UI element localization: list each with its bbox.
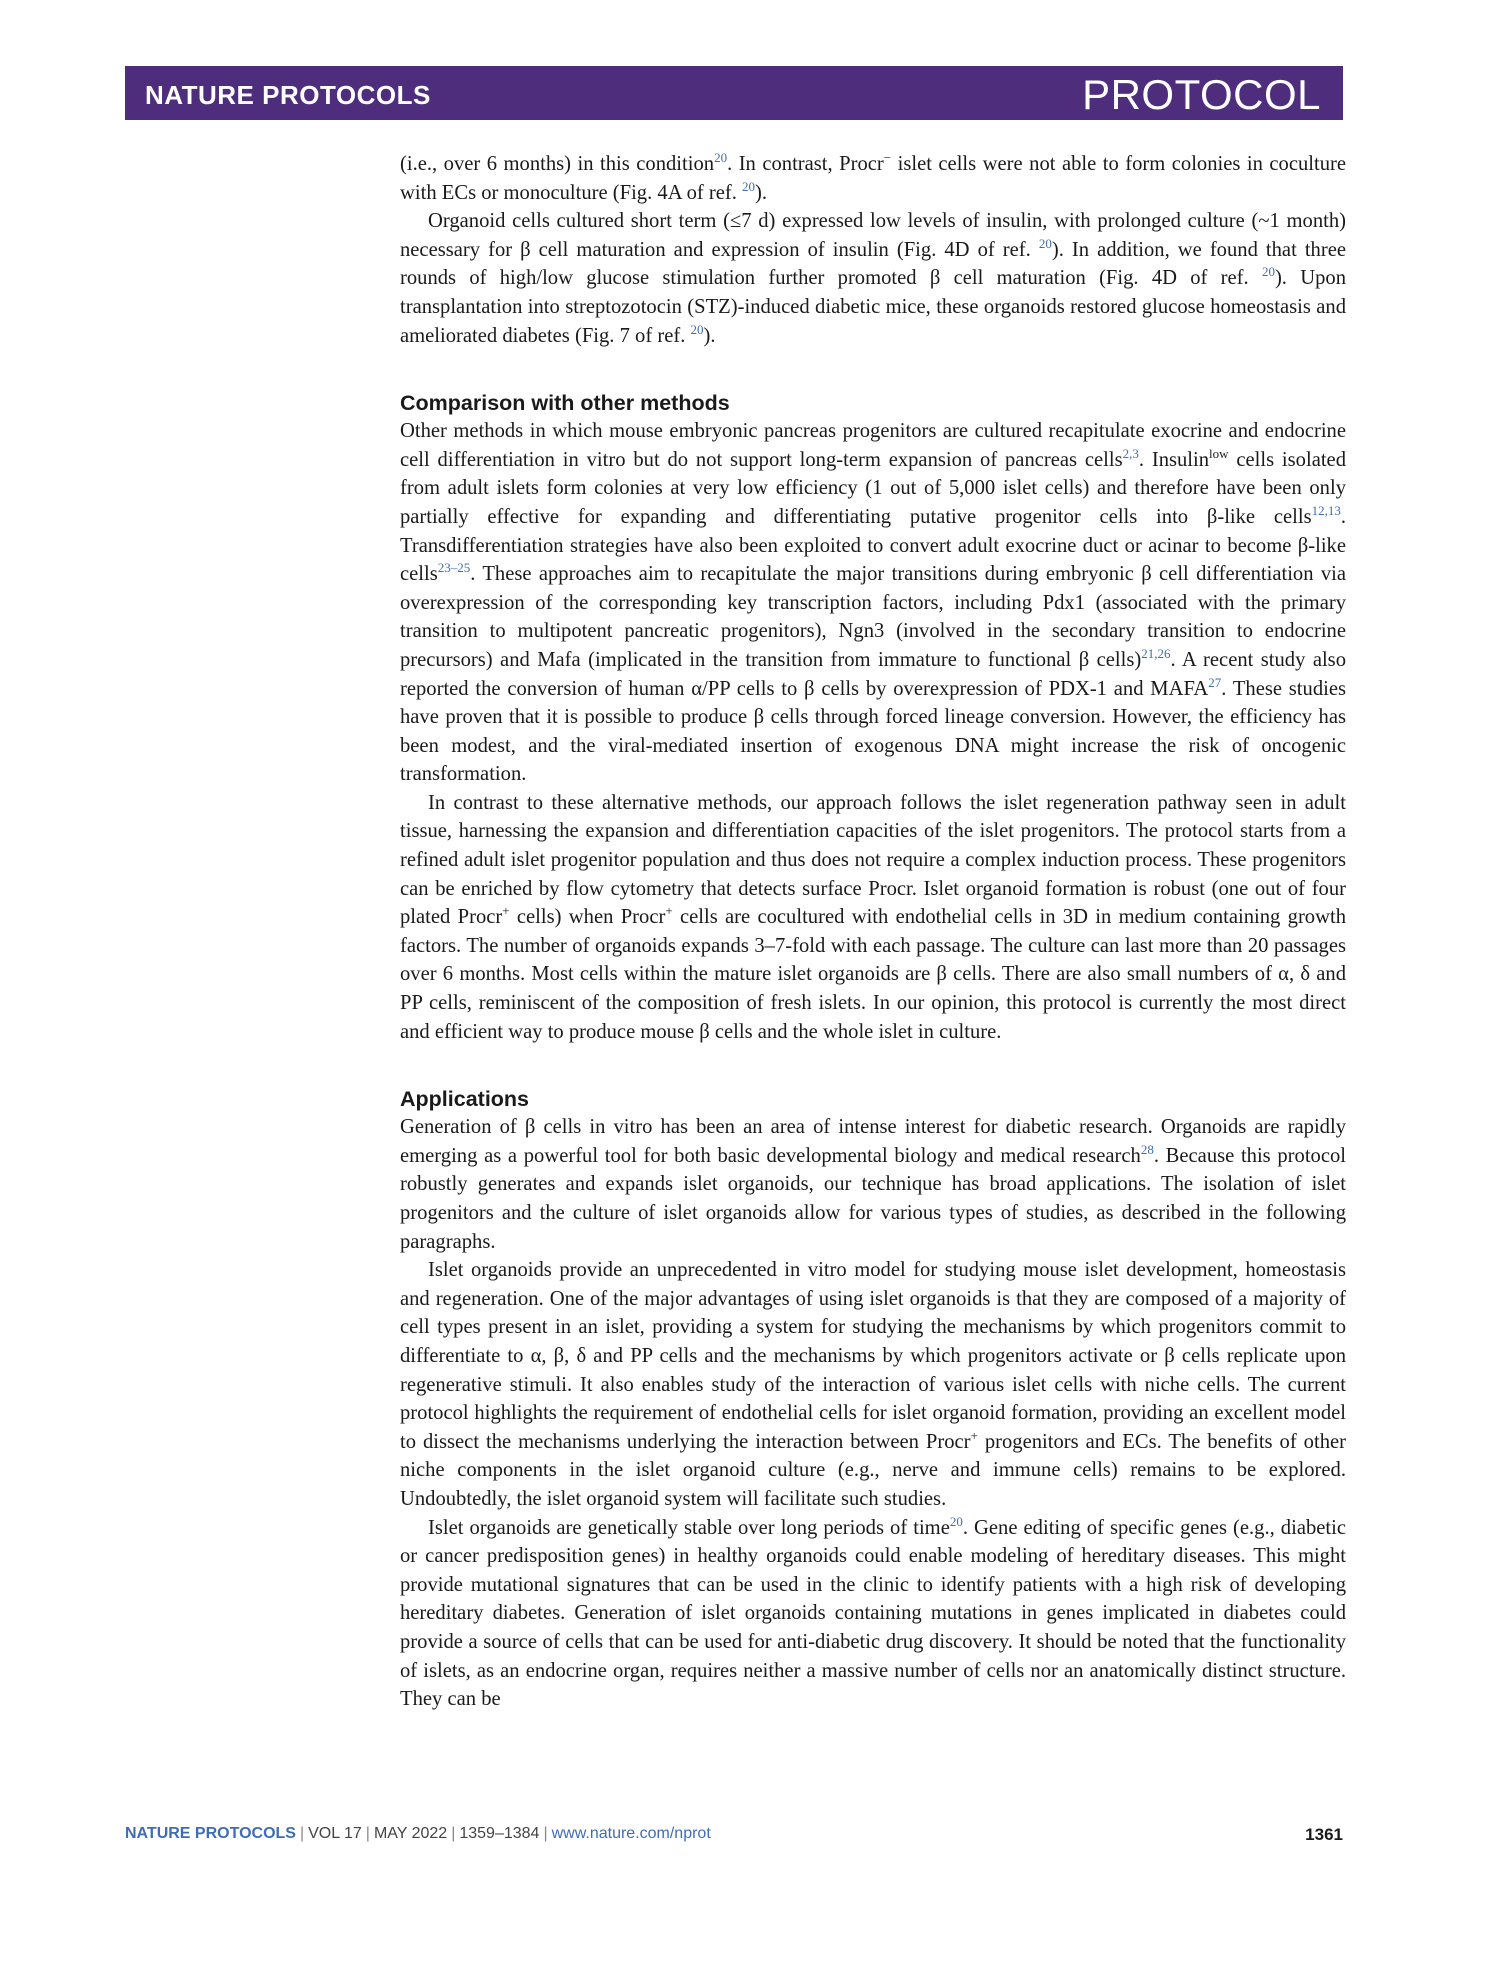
footer-date: MAY 2022 bbox=[373, 1825, 448, 1842]
citation-link[interactable]: 27 bbox=[1208, 674, 1222, 690]
citation-link[interactable]: 20 bbox=[714, 150, 728, 165]
footer-citation: NATURE PROTOCOLS | VOL 17 | MAY 2022 | 1359–1384 | www.nature.com/nprot bbox=[125, 1825, 711, 1842]
citation-link[interactable]: 12,13 bbox=[1311, 502, 1341, 518]
citation-link[interactable]: 20 bbox=[949, 1513, 963, 1529]
citation-link[interactable]: 20 bbox=[1261, 264, 1275, 280]
citation-link[interactable]: 20 bbox=[1038, 235, 1052, 251]
paragraph: Islet organoids are genetically stable over long periods of time$^{20}$. Gene editing of specific genes (e.g., diabetic or cancer predisposition genes) in healthy organoids could enable modeling of hereditary diseases. This might provide mutational signatures that can be used in the clinic to identify patients with a high risk of developing hereditary diabetes. Generation of islet organoids containing mutations in genes implicated in diabetes could provide a source of cells that can be used for anti-diabetic drug discovery. It should be noted that the functionality of islets, as an endocrine organ, requires neither a massive number of cells nor an anatomically distinct structure. They can be bbox=[400, 1513, 1346, 1711]
page-header bbox=[125, 66, 1343, 120]
article-type: PROTOCOL bbox=[1082, 71, 1321, 118]
section-heading-comparison: Comparison with other methods bbox=[400, 391, 730, 416]
paragraph: Other methods in which mouse embryonic pancreas progenitors are cultured recapitulate exocrine and endocrine cell differentiation in vitro but do not support long-term expansion of pancreas cells$^{2,3}$. Insulin$^{low}$ cells isolated from adult islets form colonies at very low efficiency (1 out of 5,000 islet cells) and therefore have been only partially effective for expanding and differentiating putative progenitor cells into β-like cells$^{12,13}$. Transdifferentiation strategies have also been exploited to convert adult exocrine duct or acinar to become β-like cells$^{23-25}$. These approaches aim to recapitulate the major transitions during embryonic β cell differentiation via overexpression of the corresponding key transcription factors, including Pdx1 (associated with the primary transition to multipotent pancreatic progenitors), Ngn3 (involved in the secondary transition to endocrine precursors) and Mafa (implicated in the transition from immature to functional β cells)$^{21,26}$. A recent study also reported the conversion of human α/PP cells to β cells by overexpression of PDX-1 and MAFA$^{27}$. These studies have proven that it is possible to produce β cells through forced lineage conversion. However, the efficiency has been modest, and the viral-mediated insertion of exogenous DNA might increase the risk of oncogenic transformation. bbox=[400, 420, 1346, 786]
footer-pages: 1359–1384 bbox=[459, 1825, 540, 1842]
paragraph: In contrast to these alternative methods, our approach follows the islet regeneration pathway seen in adult tissue, harnessing the expansion and differentiation capacities of the islet progenitors. The protocol starts from a refined adult islet progenitor population and thus does not require a complex induction process. These progenitors can be enriched by flow cytometry that detects surface Procr. Islet organoid formation is robust (one out of four plated Procr+ cells) when Procr+ cells are cocultured with endothelial cells in 3D in medium containing growth factors. The number of organoids expands 3–7-fold with each passage. The culture can last more than 20 passages over 6 months. Most cells within the mature islet organoids are β cells. There are also small numbers of α, δ and PP cells, reminiscent of the composition of fresh islets. In our opinion, this protocol is currently the most direct and efficient way to produce mouse β cells and the whole islet in culture. bbox=[400, 791, 1346, 1043]
paragraph: (i.e., over 6 months) in this condition$^{20}$. In contrast, Procr− islet cells were not able to form colonies in coculture with ECs or monoculture (Fig. 4A of ref. $^{20}$). bbox=[400, 150, 1346, 204]
citation-link[interactable]: 21,26 bbox=[1141, 645, 1171, 661]
citation-link[interactable]: 20 bbox=[690, 321, 704, 337]
footer-volume: VOL 17 bbox=[308, 1825, 362, 1842]
page-number: 1361 bbox=[1305, 1825, 1343, 1844]
section-heading-applications: Applications bbox=[400, 1087, 530, 1112]
citation-link[interactable]: 23–25 bbox=[437, 560, 471, 576]
footer-url-link[interactable]: www.nature.com/nprot bbox=[551, 1825, 711, 1842]
journal-name: NATURE PROTOCOLS bbox=[145, 80, 431, 110]
citation-link[interactable]: 28 bbox=[1140, 1141, 1154, 1157]
paragraph: Islet organoids provide an unprecedented in vitro model for studying mouse islet development, homeostasis and regeneration. One of the major advantages of using islet organoids is that they are composed of a majority of cell types present in an islet, providing a system for studying the mechanisms by which progenitors commit to differentiate to α, β, δ and PP cells and the mechanisms by which progenitors activate or β cells replicate upon regenerative stimuli. It also enables study of the interaction of various islet cells with niche cells. The current protocol highlights the requirement of endothelial cells for islet organoid formation, providing an excellent model to dissect the mechanisms underlying the interaction between Procr+ progenitors and ECs. The benefits of other niche components in the islet organoid culture (e.g., nerve and immune cells) remains to be explored. Undoubtedly, the islet organoid system will facilitate such studies. bbox=[400, 1259, 1346, 1510]
article-body bbox=[400, 150, 1346, 1714]
paragraph: Organoid cells cultured short term (≤7 d) expressed low levels of insulin, with prolonged culture (~1 month) necessary for β cell maturation and expression of insulin (Fig. 4D of ref. $^{20}$). In addition, we found that three rounds of high/low glucose stimulation further promoted β cell maturation (Fig. 4D of ref. $^{20}$). Upon transplantation into streptozotocin (STZ)-induced diabetic mice, these organoids restored glucose homeostasis and ameliorated diabetes (Fig. 7 of ref. $^{20}$). bbox=[400, 210, 1346, 347]
footer-journal: NATURE PROTOCOLS bbox=[125, 1825, 296, 1842]
citation-link[interactable]: 2,3 bbox=[1122, 445, 1139, 461]
paragraph: Generation of β cells in vitro has been an area of intense interest for diabetic research. Organoids are rapidly emerging as a powerful tool for both basic developmental biology and medical research$^{28}$. Because this protocol robustly generates and expands islet organoids, our technique has broad applications. The isolation of islet progenitors and the culture of islet organoids allow for various types of studies, as described in the following paragraphs. bbox=[400, 1116, 1347, 1253]
citation-link[interactable]: 20 bbox=[742, 178, 756, 194]
